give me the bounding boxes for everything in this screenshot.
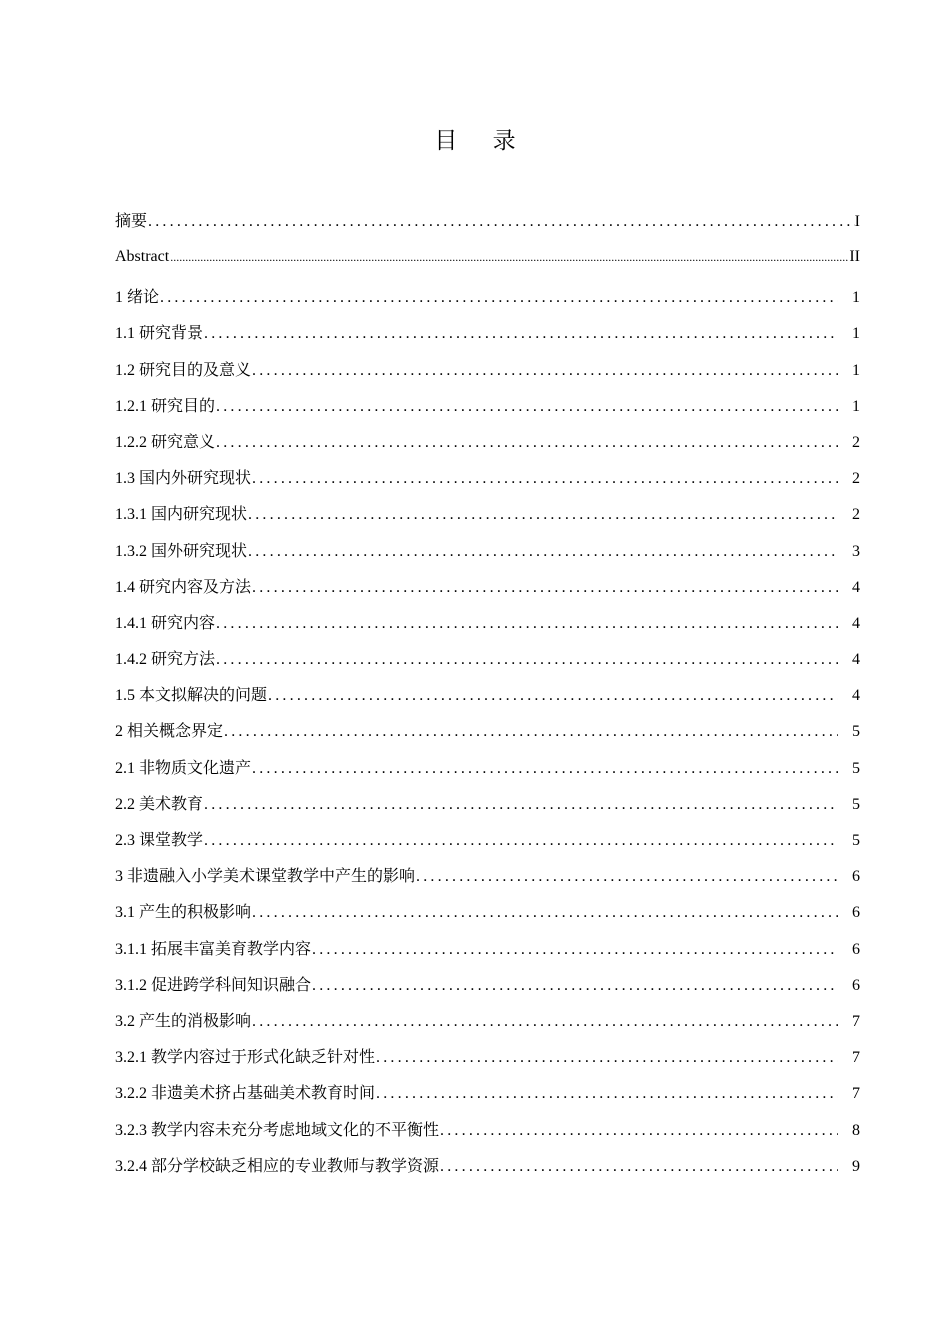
toc-leader: [224, 723, 838, 741]
toc-entry-page: 3: [852, 542, 860, 560]
toc-entry-page: 7: [852, 1085, 860, 1103]
toc-entry-page: 5: [852, 795, 860, 813]
toc-entry[interactable]: [115, 501, 860, 537]
toc-entry[interactable]: [115, 682, 860, 718]
toc-entry[interactable]: [115, 284, 860, 320]
toc-leader: [160, 289, 838, 307]
toc-entry-label: 3.1 产生的积极影响: [115, 904, 252, 922]
toc-entry-label: 3.2 产生的消极影响: [115, 1012, 252, 1030]
toc-entry-label: 摘要: [115, 213, 148, 230]
toc-leader: [204, 832, 838, 850]
toc-entry-label: 1.4.1 研究内容: [115, 614, 216, 632]
toc-entry[interactable]: [115, 574, 860, 610]
toc-entry[interactable]: [115, 791, 860, 827]
toc-leader: [440, 1122, 838, 1140]
toc-entry[interactable]: [115, 1044, 860, 1080]
toc-entry-label: 2.3 课堂教学: [115, 832, 204, 849]
toc-leader: [252, 904, 838, 922]
toc-entry-label: 1 绪论: [115, 289, 160, 307]
toc-entry[interactable]: [115, 827, 860, 863]
toc-leader: [216, 434, 838, 452]
toc-leader: [148, 213, 855, 231]
toc-entry[interactable]: [115, 718, 860, 754]
toc-entry-label: 2.1 非物质文化遗产: [115, 759, 252, 777]
toc-entry-page: 4: [852, 614, 860, 632]
toc-leader: [204, 325, 838, 343]
toc-entry-label: 1.5 本文拟解决的问题: [115, 687, 268, 705]
toc-entry-label: 1.2.2 研究意义: [115, 433, 216, 451]
toc-leader: [216, 615, 838, 633]
toc-leader: [170, 250, 849, 265]
toc-entry-page: 9: [852, 1157, 860, 1175]
toc-entry-label: 1.4.2 研究方法: [115, 651, 216, 669]
toc-entry-label: 1.2.1 研究目的: [115, 397, 216, 415]
toc-leader: [312, 977, 838, 995]
toc-leader: [248, 543, 838, 561]
toc-entry-page: 5: [852, 723, 860, 741]
toc-entry-label: 3.2.4 部分学校缺乏相应的专业教师与教学资源: [115, 1157, 440, 1175]
toc-entry-page: 5: [852, 832, 860, 849]
toc-leader: [204, 796, 838, 814]
toc-leader: [252, 362, 838, 380]
toc-leader: [268, 687, 838, 705]
toc-entry-page: 2: [852, 433, 860, 451]
toc-entry-page: 4: [852, 651, 860, 669]
toc-entry[interactable]: [115, 863, 860, 899]
toc-entry-page: 2: [852, 470, 860, 488]
toc-entry-page: 7: [852, 1049, 860, 1067]
toc-entry-page: II: [849, 248, 860, 265]
toc-entry-page: 1: [852, 289, 860, 307]
toc-entry-page: 1: [852, 361, 860, 379]
toc-entry[interactable]: [115, 465, 860, 501]
toc-entry[interactable]: [115, 755, 860, 791]
toc-entry[interactable]: [115, 899, 860, 935]
toc-entry-page: 2: [852, 506, 860, 524]
toc-entry-label: 3.2.3 教学内容未充分考虑地域文化的不平衡性: [115, 1121, 440, 1139]
toc-entry-page: 1: [852, 325, 860, 343]
toc-leader: [216, 651, 838, 669]
toc-entry[interactable]: [115, 972, 860, 1008]
table-of-contents: [115, 208, 860, 1189]
toc-entry-label: 2 相关概念界定: [115, 723, 224, 741]
toc-entry-page: 5: [852, 759, 860, 777]
toc-leader: [252, 1013, 838, 1031]
toc-entry[interactable]: [115, 1080, 860, 1116]
toc-entry[interactable]: [115, 936, 860, 972]
toc-leader: [416, 868, 838, 886]
toc-leader: [252, 470, 838, 488]
toc-entry[interactable]: [115, 429, 860, 465]
toc-leader: [216, 398, 838, 416]
toc-entry[interactable]: [115, 208, 860, 248]
toc-entry[interactable]: [115, 538, 860, 574]
toc-entry-label: 3.2.2 非遗美术挤占基础美术教育时间: [115, 1085, 376, 1103]
toc-entry-page: 6: [852, 940, 860, 958]
toc-entry-page: 6: [852, 904, 860, 922]
toc-leader: [376, 1085, 838, 1103]
toc-entry[interactable]: [115, 393, 860, 429]
toc-entry-label: 3 非遗融入小学美术课堂教学中产生的影响: [115, 868, 416, 886]
toc-entry-page: 4: [852, 687, 860, 705]
toc-leader: [252, 760, 838, 778]
page-title: 目 录: [434, 128, 530, 154]
toc-entry-page: 6: [852, 868, 860, 886]
toc-entry-page: 7: [852, 1012, 860, 1030]
toc-entry-page: 1: [852, 397, 860, 415]
toc-entry-page: 4: [852, 578, 860, 596]
toc-entry-label: 3.2.1 教学内容过于形式化缺乏针对性: [115, 1049, 376, 1067]
toc-entry[interactable]: [115, 320, 860, 356]
toc-entry[interactable]: [115, 610, 860, 646]
toc-entry-label: 3.1.2 促进跨学科间知识融合: [115, 976, 312, 994]
toc-entry[interactable]: [115, 1008, 860, 1044]
toc-entry-label: 1.2 研究目的及意义: [115, 361, 252, 379]
toc-leader: [252, 579, 838, 597]
toc-entry[interactable]: [115, 357, 860, 393]
toc-entry-label: 1.3.1 国内研究现状: [115, 506, 248, 524]
toc-entry-label: 1.3 国内外研究现状: [115, 470, 252, 488]
toc-entry[interactable]: [115, 646, 860, 682]
toc-entry-label: 1.1 研究背景: [115, 325, 204, 343]
toc-entry[interactable]: [115, 248, 860, 284]
toc-entry-page: 8: [852, 1121, 860, 1139]
toc-entry-page: 6: [852, 976, 860, 994]
toc-entry-label: Abstract: [115, 248, 170, 265]
toc-leader: [440, 1158, 838, 1176]
toc-leader: [312, 941, 838, 959]
toc-entry-page: I: [854, 213, 860, 230]
toc-entry-label: 3.1.1 拓展丰富美育教学内容: [115, 940, 312, 958]
toc-entry-label: 1.4 研究内容及方法: [115, 578, 252, 596]
toc-entry-label: 2.2 美术教育: [115, 795, 204, 813]
toc-entry-label: 1.3.2 国外研究现状: [115, 542, 248, 560]
toc-entry[interactable]: [115, 1153, 860, 1189]
toc-leader: [376, 1049, 838, 1067]
toc-entry[interactable]: [115, 1117, 860, 1153]
toc-leader: [248, 506, 838, 524]
